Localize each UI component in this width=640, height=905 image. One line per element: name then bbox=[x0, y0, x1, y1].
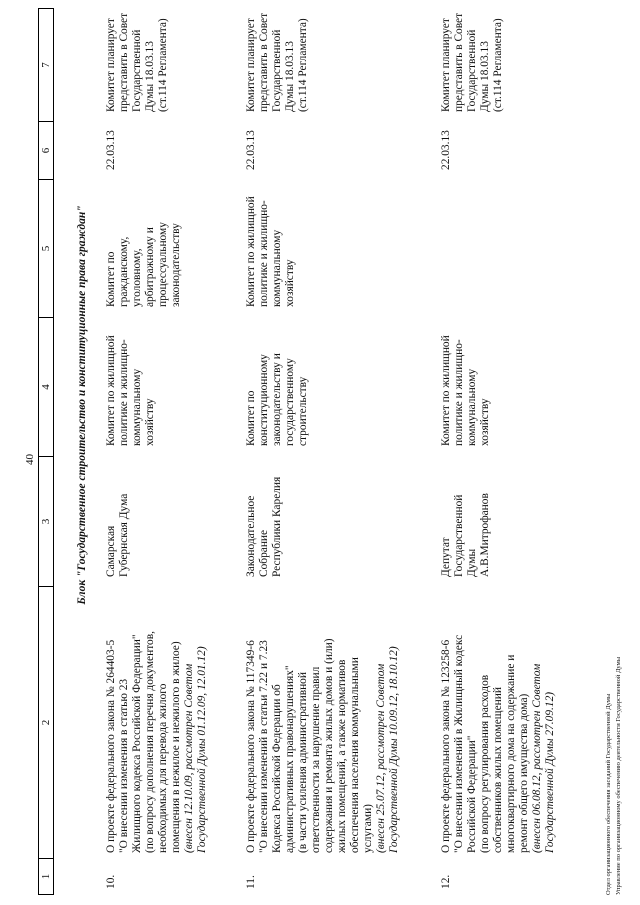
committee-line: конституционному bbox=[258, 354, 270, 446]
co-committee-line: политике и жилищно- bbox=[258, 200, 270, 307]
bill-note-line: Государственной Думы 10.09.12, 18.10.12) bbox=[388, 646, 400, 853]
plan-line: Думы 18.03.13 bbox=[284, 41, 296, 112]
committee-line: строительству bbox=[297, 376, 309, 446]
committee-line: хозяйству bbox=[144, 398, 156, 446]
column-number: 7 bbox=[39, 9, 54, 122]
bill-line: ремонт общего имущества дома) bbox=[518, 693, 530, 853]
co-committee-line: арбитражному и bbox=[144, 227, 156, 307]
plan-line: Государственной bbox=[271, 29, 283, 112]
bill-line: собственников жилых помещений bbox=[492, 687, 504, 853]
row-number: 10. bbox=[105, 874, 117, 889]
footer-directorate: Управление по организационному обеспечению деятельности Государственной Думы bbox=[615, 656, 622, 895]
plan-note bbox=[440, 9, 505, 112]
co-executor-committee bbox=[105, 179, 183, 307]
responsible-committee bbox=[105, 316, 157, 446]
column-number-header bbox=[38, 8, 54, 895]
row-number: 12. bbox=[440, 874, 452, 889]
plan-line: (ст.114 Регламента) bbox=[157, 18, 169, 112]
bill-line: О проекте федерального закона № 117349-6 bbox=[245, 640, 257, 853]
plan-note bbox=[245, 9, 310, 112]
column-number: 5 bbox=[39, 180, 54, 318]
column-number: 2 bbox=[39, 587, 54, 859]
bill-line: ответственности за нарушение правил bbox=[310, 666, 322, 853]
footer-department: Отдел организационного обеспечения заседаний Государственной Думы bbox=[605, 693, 612, 895]
author-line: Собрание bbox=[258, 529, 270, 577]
column-number: 4 bbox=[39, 318, 54, 457]
column-number: 6 bbox=[39, 122, 54, 180]
committee-line: законодательству и bbox=[271, 353, 283, 446]
plan-line: Государственной bbox=[466, 29, 478, 112]
bill-line: О проекте федерального закона № 264403-5 bbox=[105, 639, 117, 853]
plan-line: представить в Совет bbox=[258, 12, 270, 112]
author-line: Законодательное bbox=[245, 495, 257, 577]
plan-line: (ст.114 Регламента) bbox=[297, 18, 309, 112]
bill-line: административных правонарушениях" bbox=[284, 665, 296, 853]
author-line: Государственной bbox=[453, 494, 465, 577]
committee-line: политике и жилищно- bbox=[453, 339, 465, 446]
author-line: Самарская bbox=[105, 525, 117, 577]
plan-line: (ст.114 Регламента) bbox=[492, 18, 504, 112]
plan-line: Государственной bbox=[131, 29, 143, 112]
committee-line: политике и жилищно- bbox=[118, 339, 130, 446]
bill-line: "О внесении изменения в статью 23 bbox=[118, 678, 130, 853]
page-number: 40 bbox=[24, 454, 36, 465]
bill-line: помещения в нежилое и нежилого в жилое) bbox=[170, 641, 182, 853]
bill-description bbox=[105, 583, 209, 853]
co-committee-line: уголовному, bbox=[131, 248, 143, 307]
plan-line: представить в Совет bbox=[453, 12, 465, 112]
plan-line: Думы 18.03.13 bbox=[144, 41, 156, 112]
bill-line: обеспечения населения коммунальными bbox=[349, 657, 361, 853]
committee-line: хозяйству bbox=[479, 398, 491, 446]
bill-line: многоквартирного дома на содержание и bbox=[505, 654, 517, 853]
bill-note-line: (внесен 06.08.12, рассмотрен Советом bbox=[531, 663, 543, 853]
co-committee-line: Комитет по bbox=[105, 251, 117, 307]
column-number: 3 bbox=[39, 457, 54, 587]
bill-line: Жилищного кодекса Российской Федерации" bbox=[131, 634, 143, 853]
responsible-committee bbox=[245, 316, 310, 446]
bill-line: "О внесении изменений в статьи 7.22 и 7.23 bbox=[258, 640, 270, 853]
plan-line: Комитет планирует bbox=[245, 18, 257, 112]
bill-line: жилых помещений, а также нормативов bbox=[336, 659, 348, 853]
plan-line: Думы 18.03.13 bbox=[479, 41, 491, 112]
co-committee-line: хозяйству bbox=[284, 259, 296, 307]
responsible-committee bbox=[440, 316, 492, 446]
plan-note bbox=[105, 9, 170, 112]
author-line: Губернская Дума bbox=[118, 493, 130, 577]
bill-line: (по вопросу регулирования расходов bbox=[479, 674, 491, 853]
bill-line: услугами) bbox=[362, 804, 374, 853]
bill-note-line: Государственной Думы 01.12.09, 12.01.12) bbox=[196, 646, 208, 853]
bill-note-line: Государственной Думы 27.09.12) bbox=[544, 691, 556, 853]
bill-description bbox=[440, 583, 557, 853]
bill-line: О проекте федерального закона № 123258-6 bbox=[440, 639, 452, 853]
co-executor-committee bbox=[245, 179, 297, 307]
column-number: 1 bbox=[39, 859, 54, 895]
bill-line: (в части усиления административной bbox=[297, 672, 309, 853]
co-committee-line: процессуальному bbox=[157, 222, 169, 307]
plan-line: Комитет планирует bbox=[105, 18, 117, 112]
author-line: Республики Карелия bbox=[271, 476, 283, 577]
author-line: Депутат bbox=[440, 537, 452, 577]
co-committee-line: гражданскому, bbox=[118, 236, 130, 307]
bill-line: содержания и ремонта жилых домов и (или) bbox=[323, 638, 335, 853]
bill-note-line: (внесен 12.10.09, рассмотрен Советом bbox=[183, 663, 195, 853]
author bbox=[440, 455, 492, 577]
committee-line: государственному bbox=[284, 358, 296, 446]
committee-line: Комитет по жилищной bbox=[440, 335, 452, 446]
review-date: 22.03.13 bbox=[245, 130, 257, 170]
bill-note-line: (внесен 25.07.12, рассмотрен Советом bbox=[375, 663, 387, 853]
co-committee-line: законодательству bbox=[170, 223, 182, 307]
plan-line: представить в Совет bbox=[118, 12, 130, 112]
row-number: 11. bbox=[245, 875, 257, 889]
plan-line: Комитет планирует bbox=[440, 18, 452, 112]
bill-description bbox=[245, 583, 401, 853]
bill-line: необходимых для перевода жилого bbox=[157, 683, 169, 853]
review-date: 22.03.13 bbox=[440, 130, 452, 170]
co-committee-line: Комитет по жилищной bbox=[245, 196, 257, 307]
committee-line: Комитет по bbox=[245, 390, 257, 446]
committee-line: коммунальному bbox=[131, 368, 143, 446]
review-date: 22.03.13 bbox=[105, 130, 117, 170]
committee-line: коммунальному bbox=[466, 368, 478, 446]
co-committee-line: коммунальному bbox=[271, 229, 283, 307]
committee-line: Комитет по жилищной bbox=[105, 335, 117, 446]
bill-line: Российской Федерации" bbox=[466, 735, 478, 853]
author-line: А.В.Митрофанов bbox=[479, 493, 491, 577]
author bbox=[105, 455, 131, 577]
bill-line: (по вопросу дополнения перечня документов, bbox=[144, 631, 156, 853]
author bbox=[245, 455, 284, 577]
block-title: Блок "Государственное строительство и конституционные права граждан" bbox=[76, 205, 88, 605]
bill-line: Кодекса Российской Федерации об bbox=[271, 684, 283, 853]
author-line: Думы bbox=[466, 548, 478, 577]
bill-line: "О внесении изменений в Жилищный кодекс bbox=[453, 634, 465, 853]
